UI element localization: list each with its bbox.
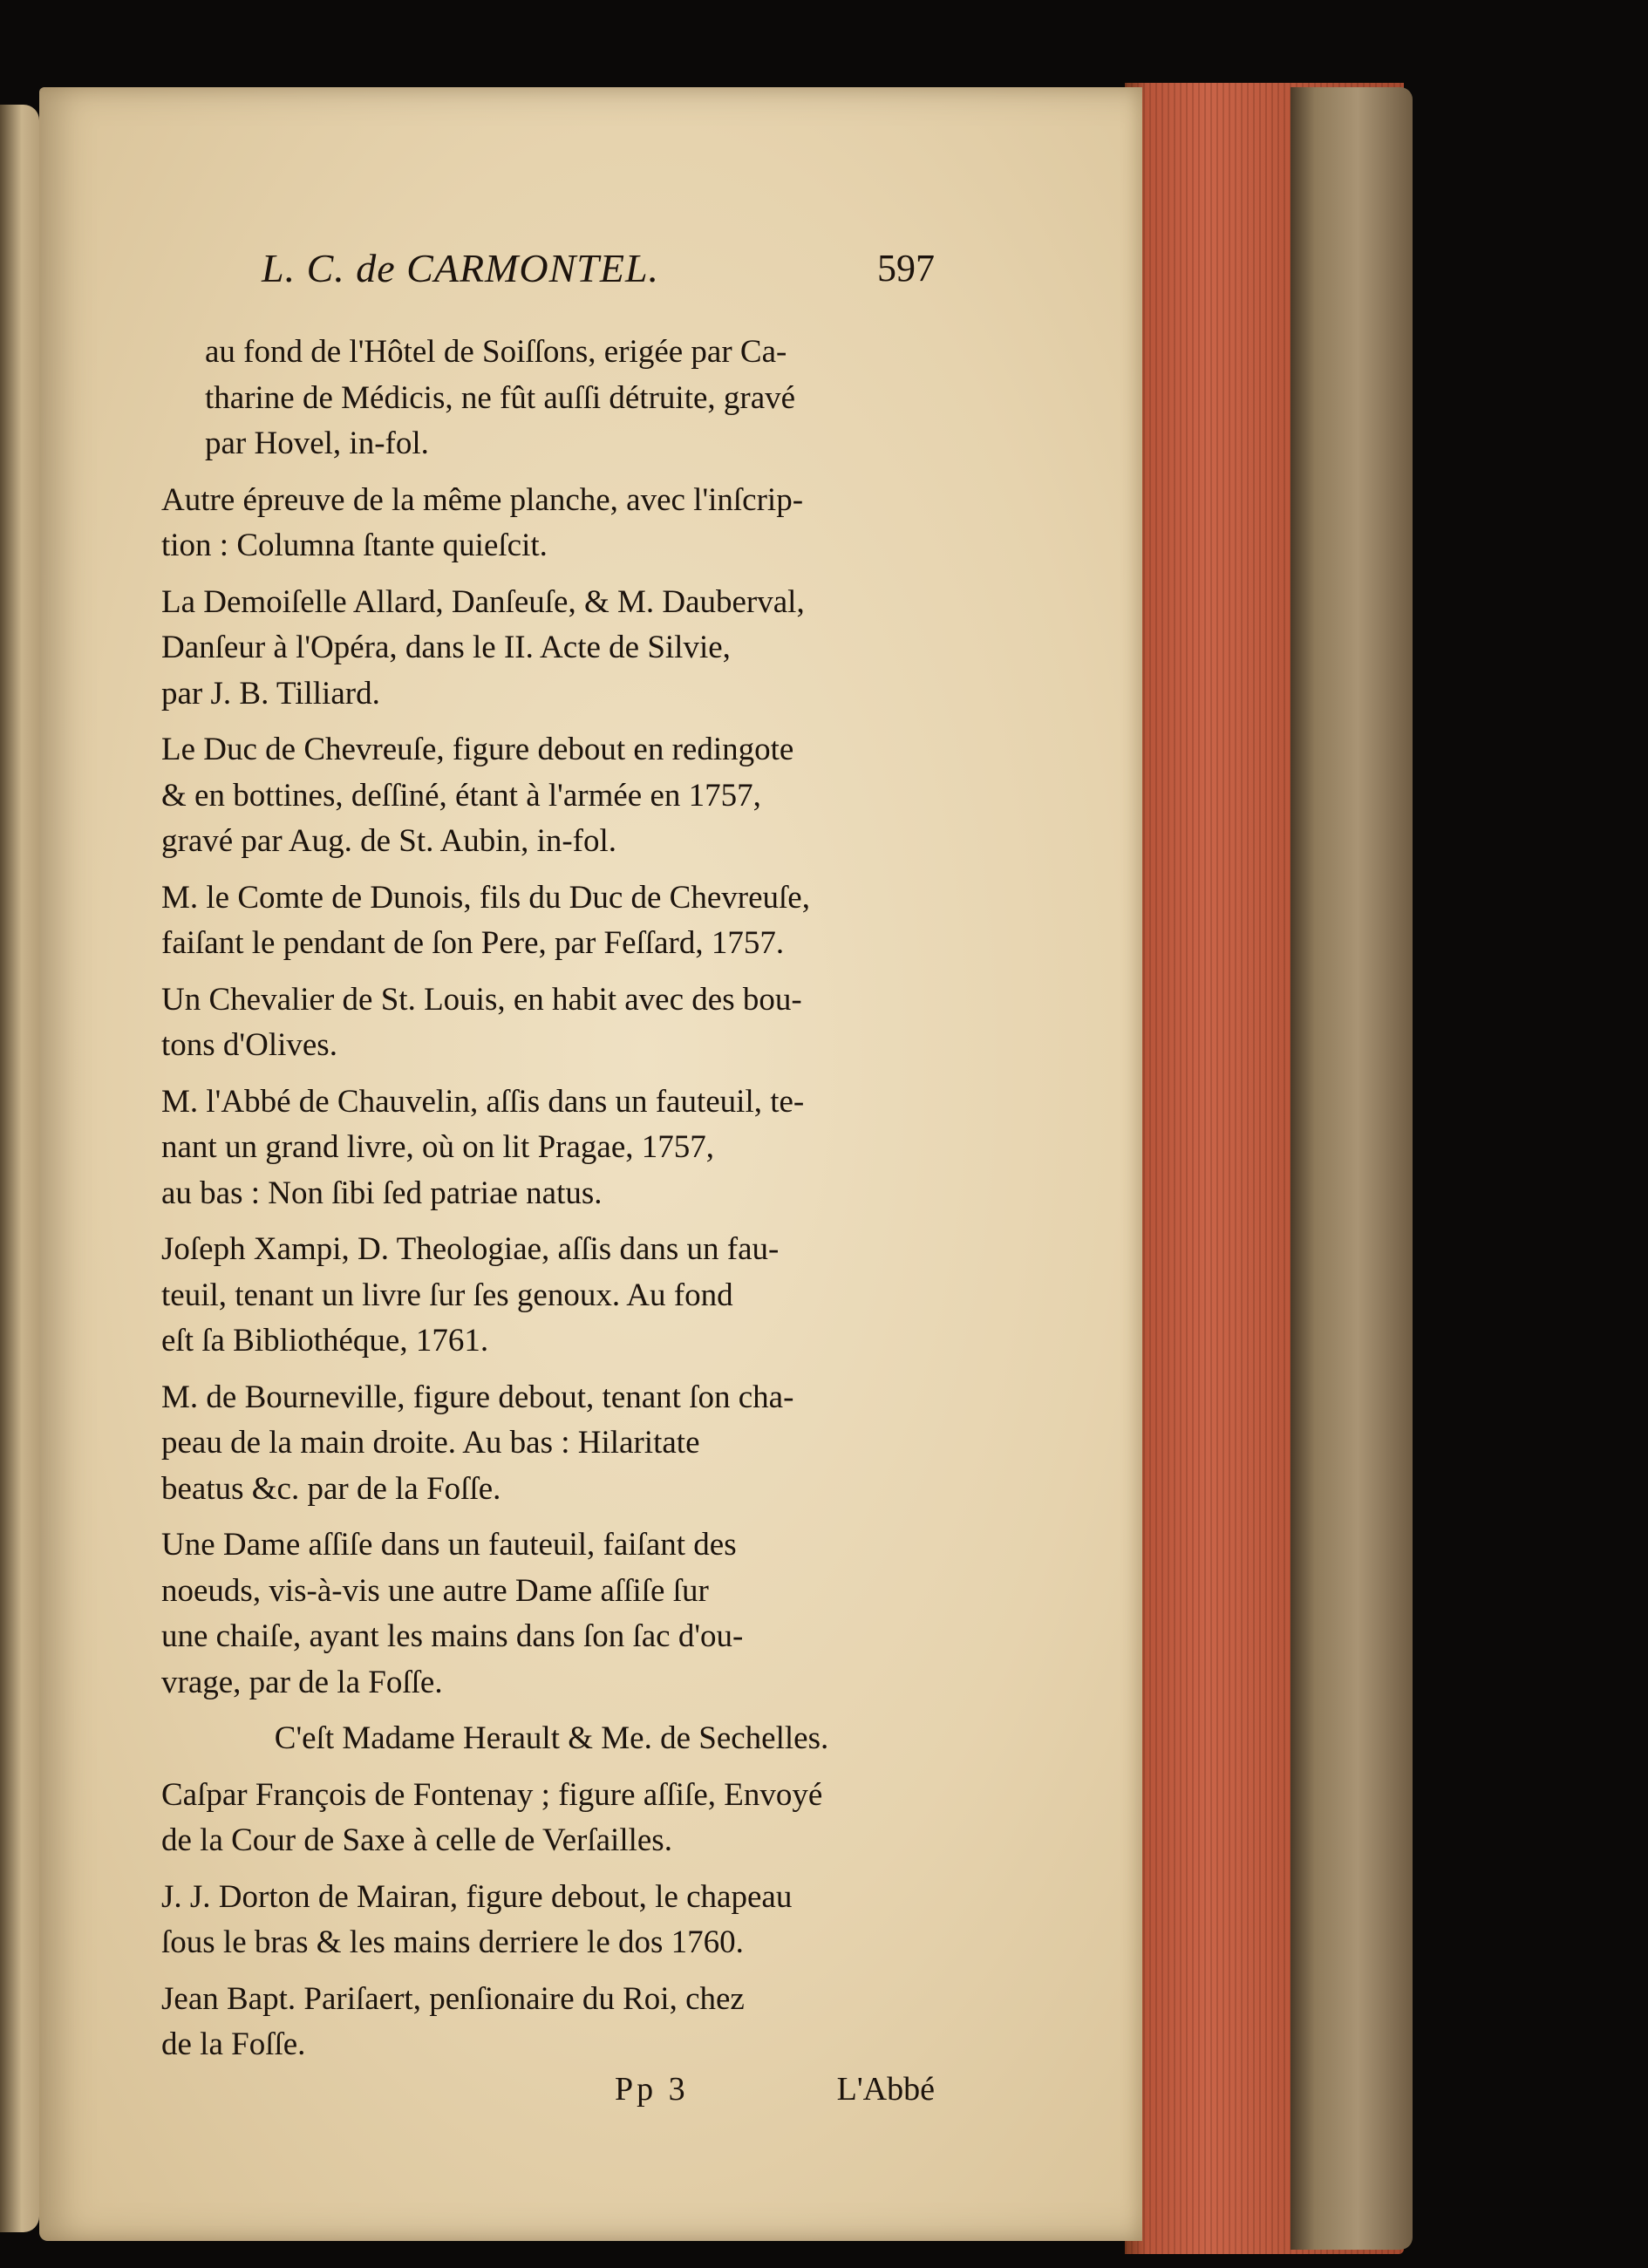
- entry-line: noeuds, vis-à-vis une autre Dame aſſiſe ſur: [161, 1572, 709, 1609]
- entry-line: M. le Comte de Dunois, fils du Duc de Chevreuſe,: [161, 879, 810, 916]
- book-cover-edge: [1290, 87, 1413, 2250]
- catalogue-entry: [161, 1977, 942, 2068]
- entry-line: Une Dame aſſiſe dans un fauteuil, faiſant des: [161, 1527, 737, 1563]
- entry-line: nant un grand livre, où on lit Pragae, 1757,: [161, 1129, 715, 1165]
- entry-line: vrage, par de la Foſſe.: [161, 1664, 443, 1700]
- catalogue-entry: [161, 1875, 942, 1966]
- entry-line: J. J. Dorton de Mairan, figure debout, le chapeau: [161, 1878, 793, 1915]
- entry-line: C'eſt Madame Herault & Me. de Sechelles.: [274, 1720, 829, 1756]
- entry-line: par J. B. Tilliard.: [161, 675, 380, 712]
- entry-line: peau de la main droite. Au bas : Hilaritate: [161, 1425, 700, 1461]
- entry-line: au fond de l'Hôtel de Soiſſons, erigée par Ca-: [205, 334, 787, 370]
- entry-line: Un Chevalier de St. Louis, en habit avec des bou-: [161, 981, 802, 1018]
- catalogue-entry: [161, 977, 942, 1069]
- header-title: L. C. de CARMONTEL.: [262, 246, 660, 290]
- catalogue-entry: [161, 580, 942, 718]
- entry-line: beatus &c. par de la Foſſe.: [161, 1470, 501, 1507]
- entry-line: de la Foſſe.: [161, 2026, 306, 2062]
- entry-line: teuil, tenant un livre ſur ſes genoux. Au fond: [161, 1277, 733, 1313]
- page-footer: [161, 2067, 942, 2119]
- entry-line: Le Duc de Chevreuſe, figure debout en redingote: [161, 732, 794, 767]
- entry-line: eſt ſa Bibliothéque, 1761.: [161, 1323, 489, 1359]
- entry-line: faiſant le pendant de ſon Pere, par Feſſard, 1757.: [161, 925, 785, 961]
- book-page: [39, 87, 1142, 2241]
- catalogue-entry: [161, 875, 942, 967]
- entry-line: de la Cour de Saxe à celle de Verſailles.: [161, 1822, 672, 1858]
- catalogue-entry: [161, 1227, 942, 1365]
- entry-line: ſous le bras & les mains derriere le dos 1760.: [161, 1924, 744, 1960]
- entry-line: une chaiſe, ayant les mains dans ſon ſac d'ou-: [161, 1618, 744, 1654]
- catalogue-entry: [161, 727, 942, 865]
- entry-line: Danſeur à l'Opéra, dans le II. Acte de Silvie,: [161, 630, 731, 665]
- entry-line: La Demoiſelle Allard, Danſeuſe, & M. Dauberval,: [161, 583, 805, 620]
- signature-mark: Pp 3: [615, 2071, 689, 2108]
- running-head: [161, 244, 942, 296]
- entry-line: gravé par Aug. de St. Aubin, in-fol.: [161, 823, 617, 859]
- entry-line: tion : Columna ſtante quieſcit.: [161, 528, 548, 563]
- entry-line: M. l'Abbé de Chauvelin, aſſis dans un fauteuil, te-: [161, 1083, 805, 1120]
- entry-line: Caſpar François de Fontenay ; figure aſſiſe, Envoyé: [161, 1776, 823, 1813]
- catalogue-entry: [161, 330, 942, 467]
- entry-line: M. de Bourneville, figure debout, tenant ſon cha-: [161, 1379, 794, 1415]
- entry-line: Jean Bapt. Pariſaert, penſionaire du Roi, chez: [161, 1980, 745, 2017]
- catalogue-entry: [161, 1522, 942, 1706]
- page-number: 597: [877, 247, 935, 289]
- catalogue-entry: [161, 478, 942, 569]
- entry-line: par Hovel, in-fol.: [205, 426, 429, 461]
- entry-line: Autre épreuve de la même planche, avec l'inſcrip-: [161, 481, 804, 518]
- catalogue-entry: [161, 1773, 942, 1864]
- catalogue-entry: [161, 1375, 942, 1513]
- catchword: L'Abbé: [836, 2071, 935, 2108]
- entry-line: & en bottines, deſſiné, étant à l'armée en 1757,: [161, 777, 761, 814]
- entry-line: tharine de Médicis, ne fût auſſi détruite, gravé: [205, 379, 796, 416]
- entry-line: tons d'Olives.: [161, 1027, 337, 1063]
- catalogue-entries: [161, 330, 942, 2079]
- entry-line: au bas : Non ſibi ſed patriae natus.: [161, 1175, 603, 1211]
- catalogue-entry: [161, 1080, 942, 1217]
- entry-line: Joſeph Xampi, D. Theologiae, aſſis dans un fau-: [161, 1231, 780, 1267]
- catalogue-entry: [161, 1716, 942, 1762]
- left-page-edge: [0, 105, 39, 2232]
